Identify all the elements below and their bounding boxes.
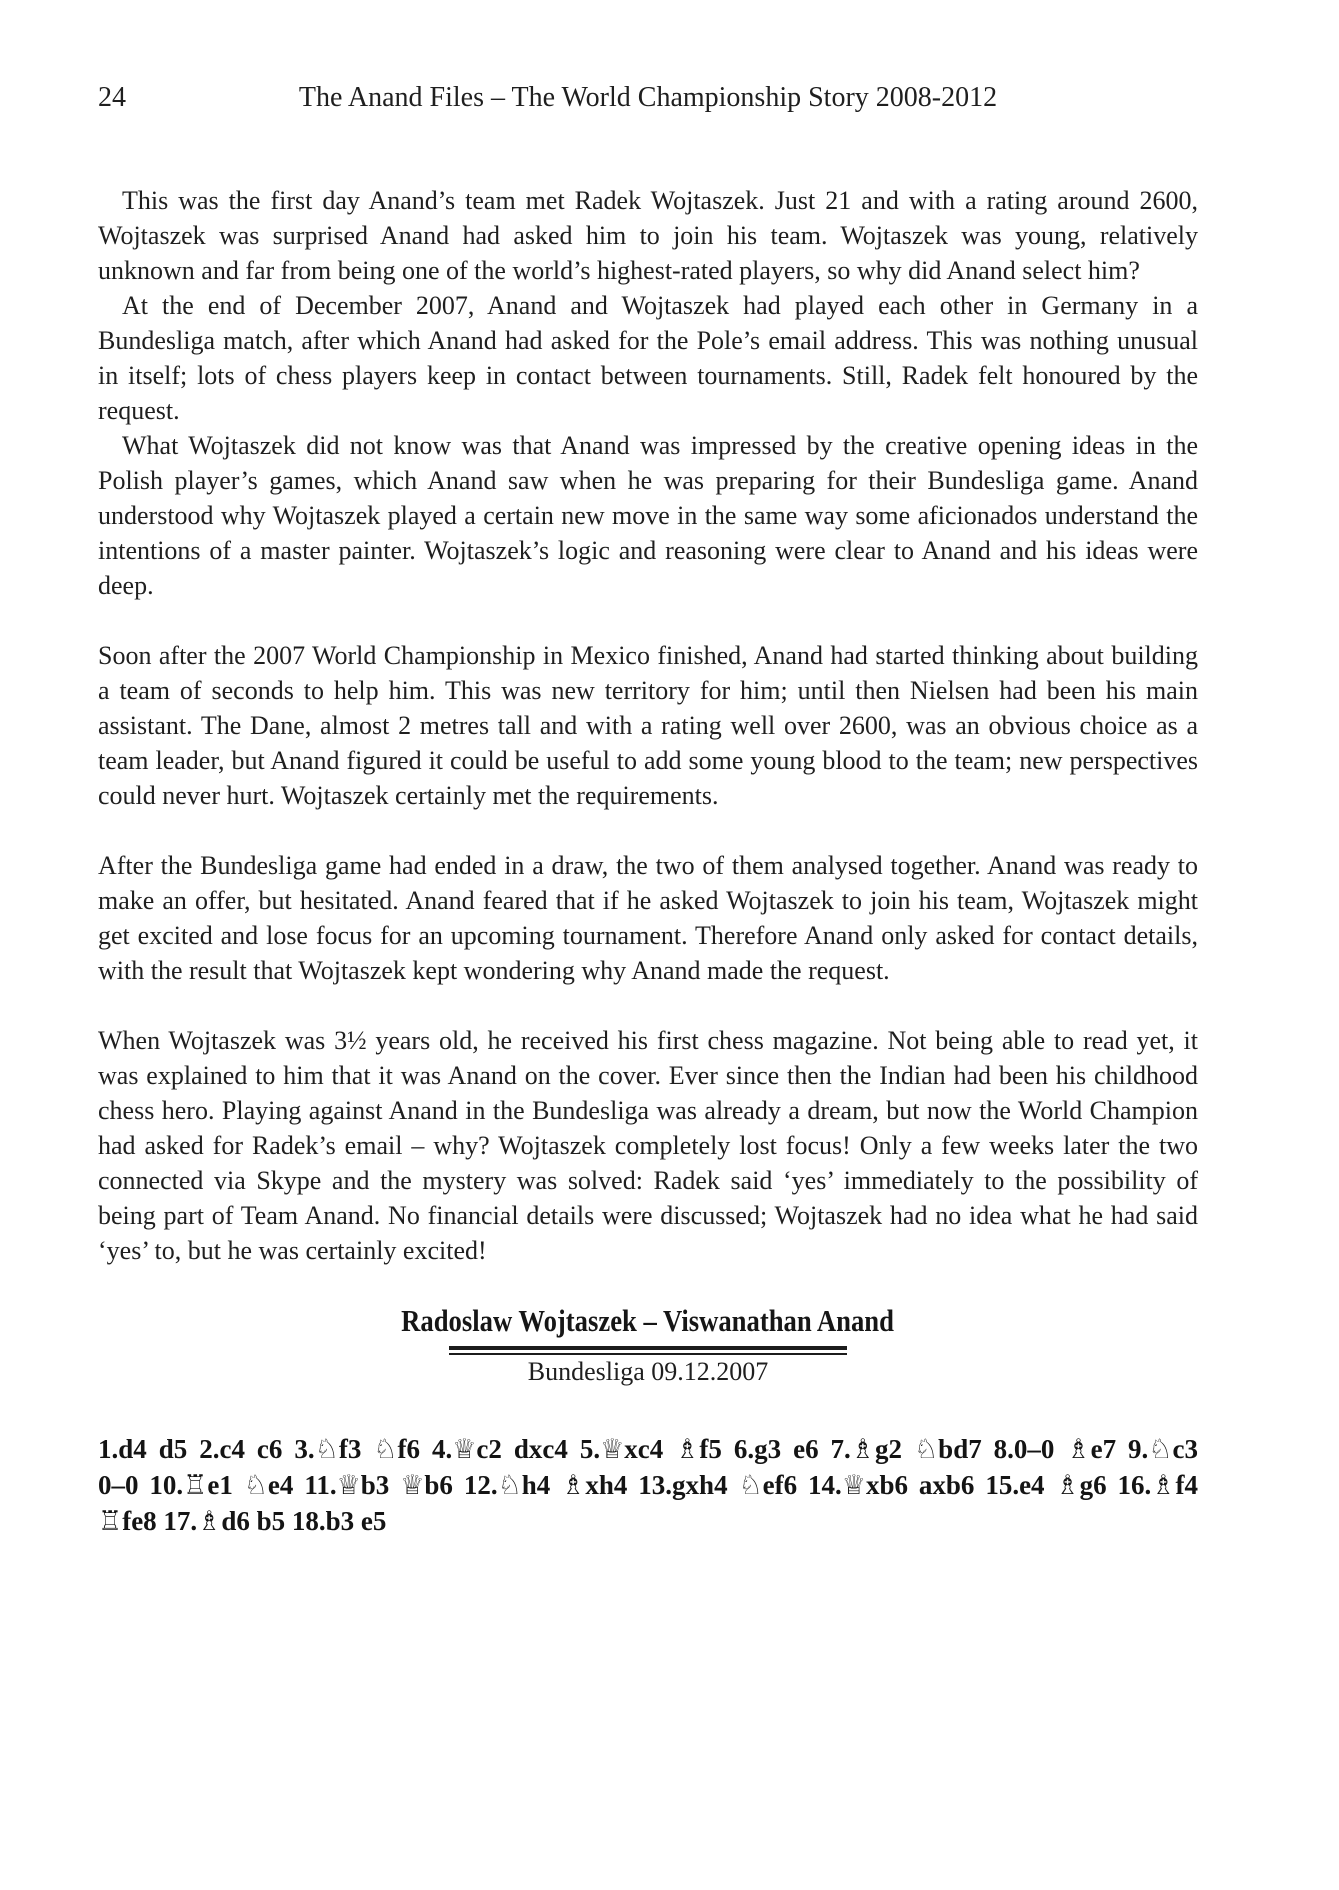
- game-event: Bundesliga 09.12.2007: [527, 1357, 769, 1386]
- page-header: [98, 82, 1198, 117]
- body-paragraph: After the Bundesliga game had ended in a draw, the two of them analysed together. Anand was ready to make an offer, but hesitated. Anand feared that if he asked Wojtaszek to join his team, Wojtaszek might get excited and lose focus for an upcoming tournament. Therefore Anand only asked for contact details, with the result that Wojtaszek kept wondering why Anand made the request.: [98, 851, 1198, 985]
- running-title: The Anand Files – The World Championship Story 2008-2012: [298, 82, 998, 113]
- body-paragraph: When Wojtaszek was 3½ years old, he received his first chess magazine. Not being able to read yet, it was explained to him that it was Anand on the cover. Ever since then the Indian had been his childhood chess hero. Playing against Anand in the Bundesliga was already a dream, but now the World Champion had asked for Radek’s email – why? Wojtaszek completely lost focus! Only a few weeks later the two connected via Skype and the mystery was solved: Radek said ‘yes’ immediately to the possibility of being part of Team Anand. No financial details were discussed; Wojtaszek had no idea what he had said ‘yes’ to, but he was certainly excited!: [98, 1026, 1198, 1265]
- body-paragraph: What Wojtaszek did not know was that Anand was impressed by the creative opening ideas in the Polish player’s games, which Anand saw when he was preparing for their Bundesliga game. Anand understood why Wojtaszek played a certain new move in the same way some aficionados understand the intentions of a master painter. Wojtaszek’s logic and reasoning were clear to Anand and his ideas were deep.: [98, 431, 1198, 600]
- rule-bar-thick: [449, 1346, 847, 1350]
- rule-bar-thin: [449, 1353, 847, 1355]
- page-number: 24: [98, 82, 126, 113]
- game-moves: [98, 1431, 1198, 1539]
- moves-line-2: 0–0 10.♖e1 ♘e4 11.♕b3 ♕b6 12.♘h4 ♗xh4 13.gxh4 ♘ef6 14.♕xb6 axb6 15.e4 ♗g6 16.♗f4: [98, 1470, 1198, 1500]
- body-paragraph: Soon after the 2007 World Championship in Mexico finished, Anand had started thinking about building a team of seconds to help him. This was new territory for him; until then Nielsen had been his main assistant. The Dane, almost 2 metres tall and with a rating well over 2600, was an obvious choice as a team leader, but Anand figured it could be useful to add some young blood to the team; new perspectives could never hurt. Wojtaszek certainly met the requirements.: [98, 641, 1198, 810]
- game-players-text: Radoslaw Wojtaszek – Viswanathan Anand: [401, 1303, 895, 1338]
- body-text: [98, 183, 1198, 1268]
- moves-line-3: ♖fe8 17.♗d6 b5 18.b3 e5: [98, 1506, 387, 1536]
- text-column: [98, 0, 1198, 1539]
- heading-double-rule: [449, 1346, 847, 1355]
- body-paragraph: This was the first day Anand’s team met Radek Wojtaszek. Just 21 and with a rating around 2600, Wojtaszek was surprised Anand had asked him to join his team. Wojtaszek was young, relatively unknown and far from being one of the world’s highest-rated players, so why did Anand select him?: [98, 186, 1198, 285]
- game-section: [98, 1304, 1198, 1539]
- body-paragraph: At the end of December 2007, Anand and Wojtaszek had played each other in Germany in a Bundesliga match, after which Anand had asked for the Pole’s email address. This was nothing unusual in itself; lots of chess players keep in contact between tournaments. Still, Radek felt honoured by the request.: [98, 291, 1198, 425]
- game-players-heading: [98, 1304, 1198, 1338]
- moves-line-1: 1.d4 d5 2.c4 c6 3.♘f3 ♘f6 4.♕c2 dxc4 5.♕xc4 ♗f5 6.g3 e6 7.♗g2 ♘bd7 8.0–0 ♗e7 9.♘c3: [98, 1434, 1198, 1464]
